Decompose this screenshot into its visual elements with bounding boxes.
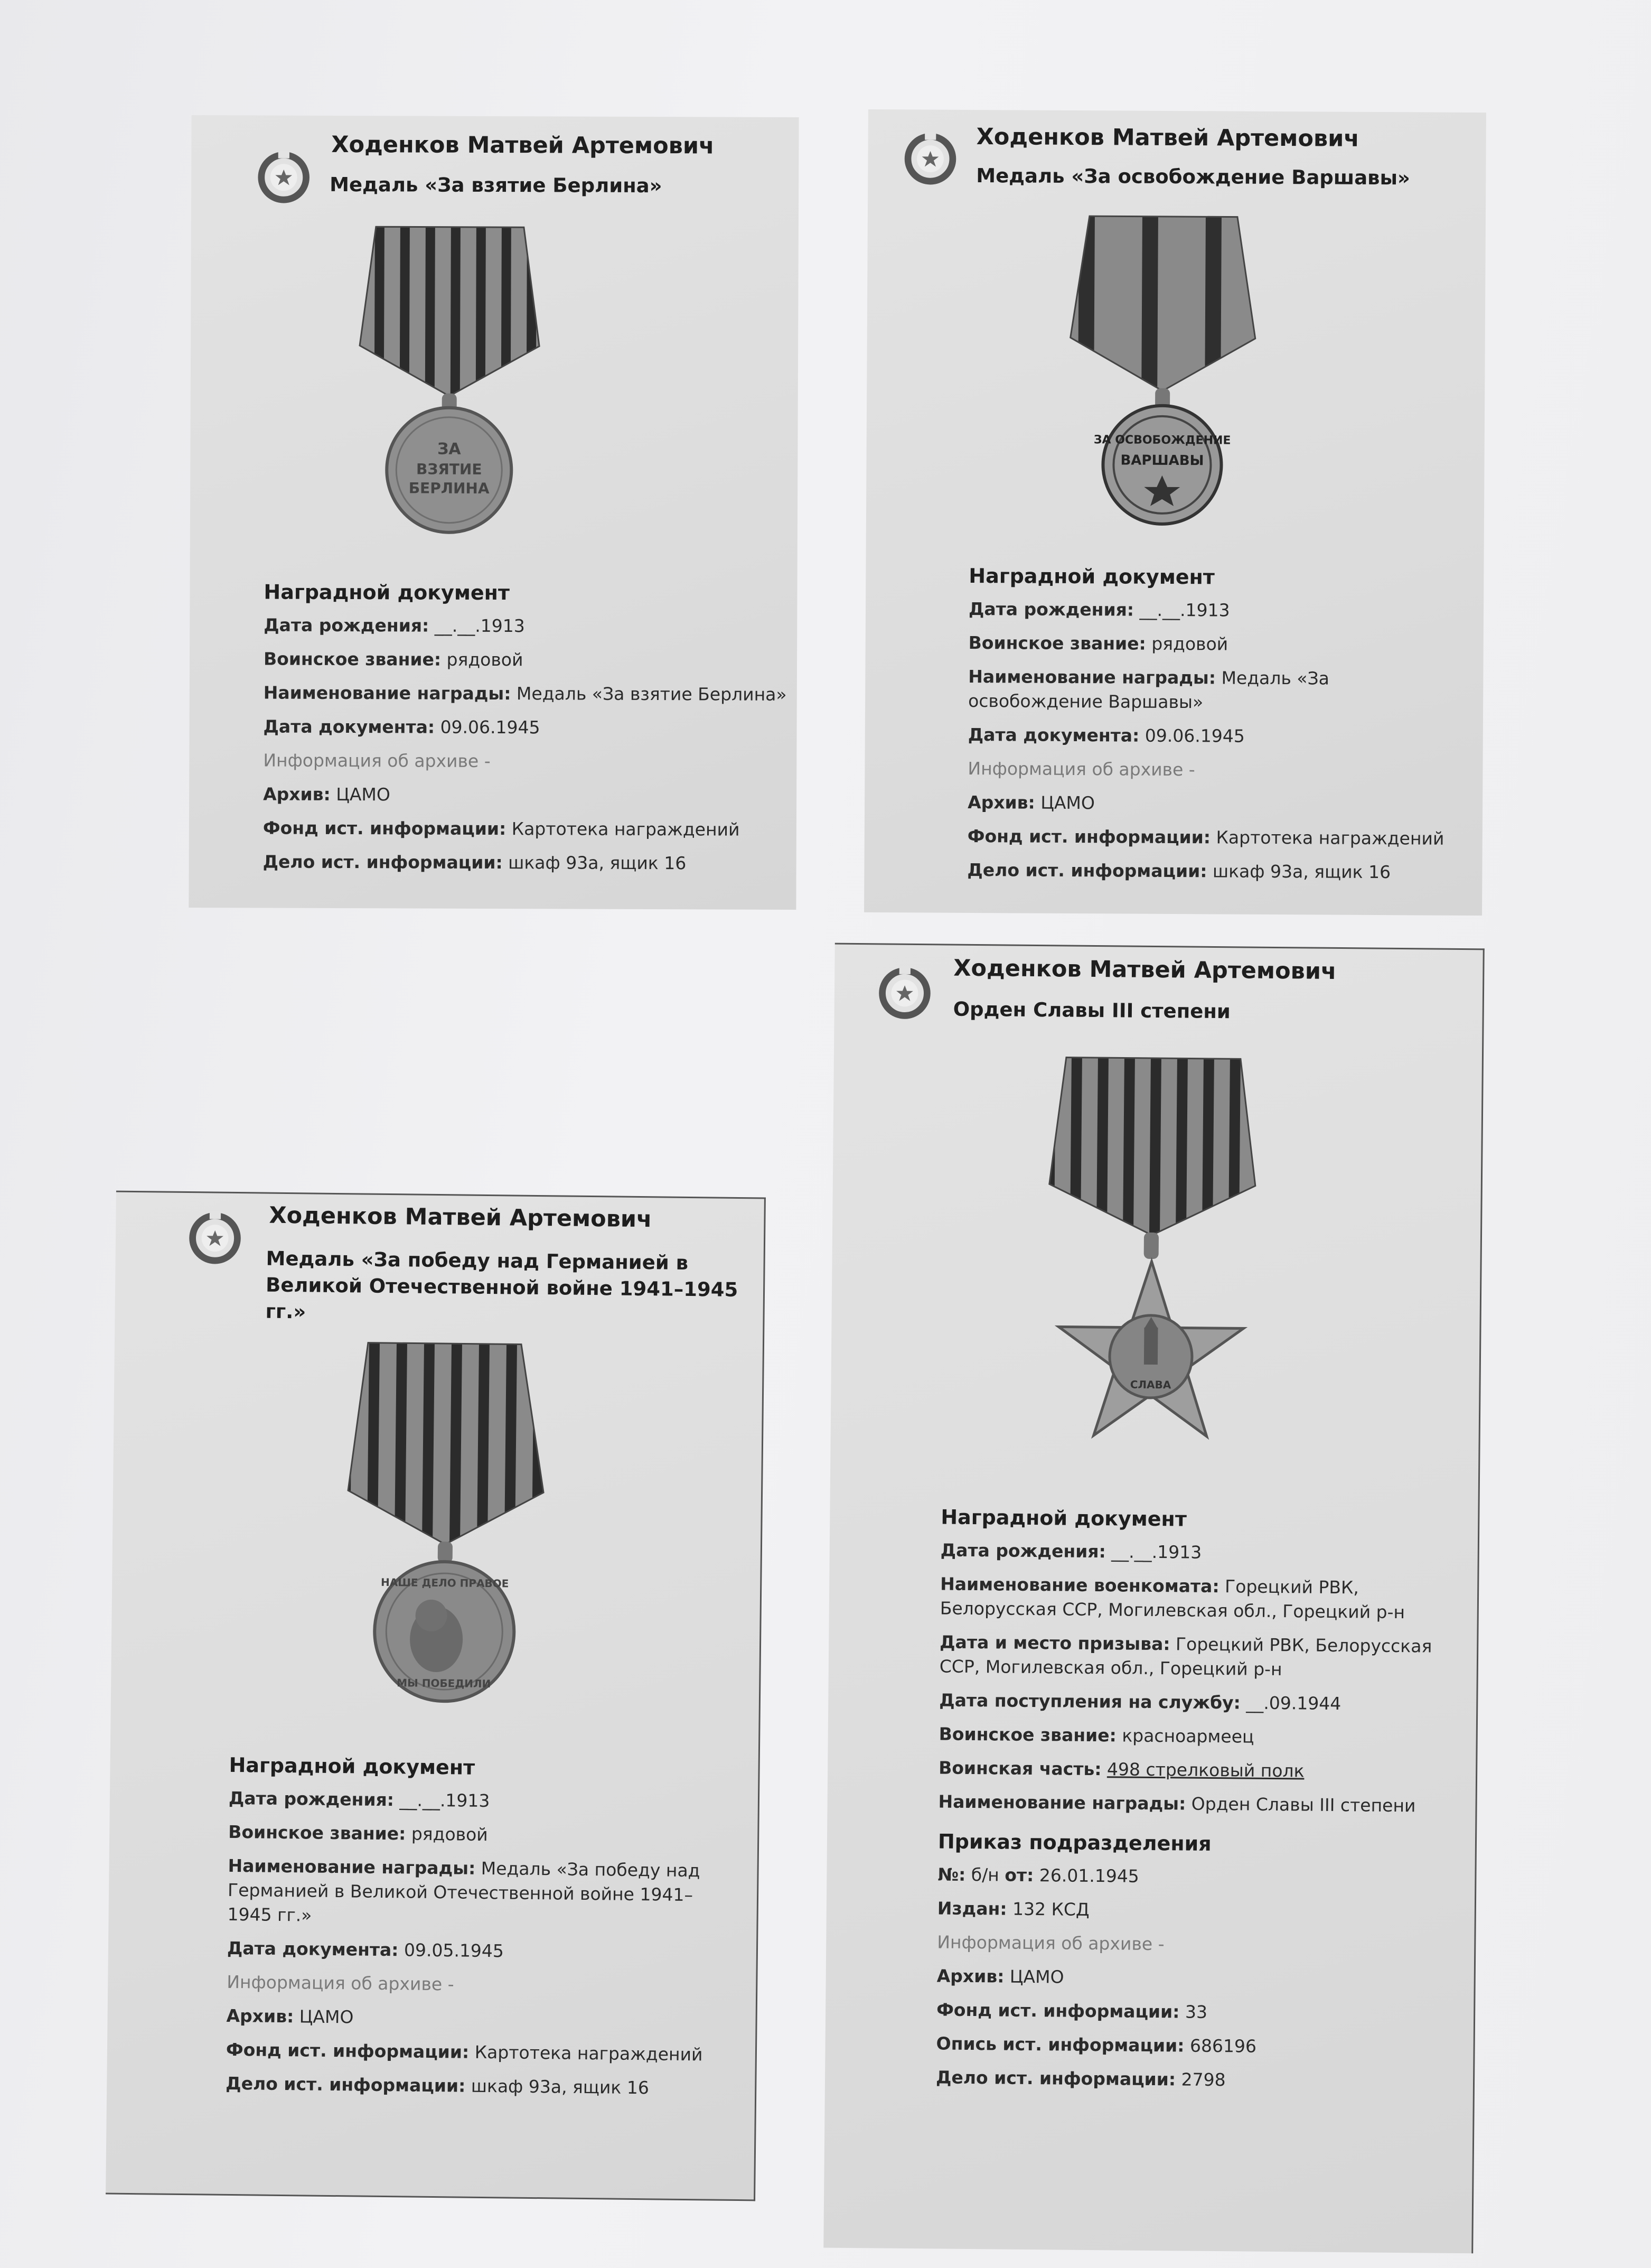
medal-text-1: ЗА [437, 440, 461, 459]
field-label: Фонд ист. информации: [226, 2039, 470, 2062]
award-title: Медаль «За взятие Берлина» [330, 173, 662, 198]
doc-heading: Наградной документ [941, 1505, 1187, 1531]
field-label: Дата документа: [968, 724, 1140, 746]
field-value: Медаль «За освобождение Варшавы» [968, 667, 1330, 713]
award-title: Орден Славы III степени [953, 997, 1231, 1023]
medal-victory-image [338, 1337, 553, 1709]
field-label: Дата рождения: [968, 598, 1134, 620]
archive-info-label: Информация об архиве - [263, 750, 491, 771]
archive-info-label: Информация об архиве - [937, 1931, 1165, 1955]
field-value: __.__.1913 [1133, 599, 1230, 621]
field-label: Архив: [968, 791, 1035, 813]
field-value: 09.06.1945 [435, 716, 540, 738]
field-label: №: [937, 1864, 966, 1885]
medal-text-2: МЫ ПОБЕДИЛИ [397, 1676, 491, 1691]
memory-logo-icon [877, 964, 933, 1020]
field-label: Дело ист. информации: [226, 2073, 466, 2096]
field-value: Картотека награждений [1210, 827, 1444, 849]
field-value: Горецкий РВК, Белорусская ССР, Могилевская обл., Горецкий р-н [940, 1576, 1405, 1623]
award-card-warsaw [864, 109, 1486, 916]
field-label: Дата рождения: [228, 1787, 395, 1810]
medal-warsaw-image [1056, 211, 1269, 529]
field-label: Архив: [936, 1965, 1005, 1987]
field-value: Медаль «За взятие Берлина» [511, 683, 787, 705]
field-label: Воинское звание: [968, 632, 1146, 654]
field-label: от: [1005, 1864, 1034, 1886]
field-label: Наименование награды: [228, 1855, 476, 1879]
field-label: Воинское звание: [939, 1723, 1117, 1746]
military-unit-link[interactable]: 498 стрелковый полк [1106, 1759, 1305, 1781]
field-label: Опись ист. информации: [936, 2033, 1185, 2056]
field-label: Издан: [937, 1898, 1007, 1919]
award-document [263, 580, 792, 885]
field-label: Фонд ист. информации: [936, 1999, 1180, 2022]
field-value: __.__.1913 [429, 615, 525, 637]
award-card-glory [823, 943, 1485, 2254]
field-value: ЦАМО [294, 2006, 354, 2028]
field-label: Дата документа: [227, 1937, 399, 1961]
field-label: Воинское звание: [228, 1821, 406, 1844]
field-value: 132 КСД [1007, 1898, 1090, 1920]
field-label: Дело ист. информации: [935, 2067, 1176, 2090]
field-value: ЦАМО [1004, 1966, 1064, 1987]
field-value: ЦАМО [1035, 792, 1095, 814]
field-value: __.__.1913 [1105, 1541, 1202, 1563]
field-value: б/н [965, 1864, 1005, 1886]
field-label: Архив: [263, 783, 331, 805]
award-card-victory [106, 1191, 766, 2201]
field-value: __.09.1944 [1240, 1692, 1342, 1714]
order-glory-image [1042, 1052, 1267, 1477]
doc-heading: Наградной документ [969, 564, 1215, 589]
order-heading: Приказ подразделения [937, 1830, 1212, 1855]
field-value: Медаль «За победу над Германией в Великой Отечественной войне 1941–1945 гг.» [227, 1858, 700, 1926]
field-value: рядовой [1146, 633, 1228, 655]
field-value: __.__.1913 [393, 1789, 490, 1812]
field-label: Дата и место призыва: [940, 1631, 1170, 1655]
field-label: Дело ист. информации: [262, 851, 503, 873]
field-value: красноармеец [1116, 1725, 1254, 1747]
field-value: шкаф 93а, ящик 16 [465, 2075, 650, 2098]
field-value: шкаф 93а, ящик 16 [1207, 861, 1391, 883]
medal-text-2: ВЗЯТИЕ [416, 460, 482, 478]
field-label: Дело ист. информации: [967, 859, 1207, 882]
field-value: 686196 [1184, 2035, 1257, 2057]
field-value: рядовой [406, 1823, 488, 1845]
doc-heading: Наградной документ [264, 580, 510, 605]
award-card-berlin [189, 115, 799, 910]
field-label: Воинское звание: [263, 648, 442, 670]
person-name: Ходенков Матвей Артемович [953, 955, 1337, 985]
person-name: Ходенков Матвей Артемович [269, 1202, 652, 1233]
field-label: Дата поступления на службу: [939, 1690, 1241, 1713]
field-value: 2798 [1175, 2069, 1226, 2090]
person-name: Ходенков Матвей Артемович [331, 131, 715, 160]
medal-berlin-image [349, 221, 550, 539]
medal-text-2: ВАРШАВЫ [1120, 452, 1204, 469]
field-value: 33 [1179, 2001, 1208, 2022]
medal-text-1: НАШЕ ДЕЛО ПРАВОЕ [380, 1575, 509, 1590]
doc-heading: Наградной документ [229, 1753, 475, 1779]
field-label: Воинская часть: [939, 1757, 1102, 1780]
archive-info-label: Информация об архиве - [227, 1971, 454, 1995]
field-label: Дата документа: [263, 716, 435, 738]
field-value: рядовой [441, 649, 523, 670]
field-value: ЦАМО [330, 783, 391, 805]
field-label: Наименование военкомата: [940, 1573, 1220, 1597]
field-value: 26.01.1945 [1034, 1865, 1139, 1887]
award-title: Медаль «За освобождение Варшавы» [976, 164, 1411, 190]
field-label: Наименование награды: [263, 682, 511, 704]
order-text: СЛАВА [1130, 1378, 1171, 1392]
medal-text-3: БЕРЛИНА [408, 479, 490, 497]
memory-logo-icon [187, 1209, 243, 1265]
field-value: Орден Славы III степени [1186, 1793, 1416, 1816]
field-value: 09.05.1945 [398, 1939, 504, 1962]
person-name: Ходенков Матвей Артемович [976, 124, 1359, 152]
field-value: 09.06.1945 [1139, 725, 1245, 746]
medal-text-1: ЗА ОСВОБОЖДЕНИЕ [1093, 433, 1231, 447]
field-value: Картотека награждений [469, 2041, 703, 2065]
award-title: Медаль «За победу над Германией в Великой Отечественной войне 1941–1945 гг.» [265, 1247, 738, 1323]
field-label: Дата рождения: [940, 1539, 1106, 1562]
field-label: Архив: [226, 2005, 294, 2027]
award-document [936, 1505, 1469, 2104]
archive-info-label: Информация об архиве - [968, 758, 1195, 780]
award-document [967, 564, 1465, 894]
memory-logo-icon [256, 148, 312, 204]
field-value: Картотека награждений [506, 818, 740, 840]
field-label: Фонд ист. информации: [967, 825, 1211, 848]
memory-logo-icon [902, 129, 959, 186]
field-label: Наименование награды: [938, 1791, 1186, 1814]
field-label: Наименование награды: [968, 666, 1216, 688]
field-value: шкаф 93а, ящик 16 [502, 852, 687, 874]
award-document [226, 1753, 736, 2111]
field-label: Фонд ист. информации: [262, 817, 506, 839]
field-label: Дата рождения: [264, 614, 429, 636]
field-value: Горецкий РВК, Белорусская ССР, Могилевская обл., Горецкий р-н [939, 1634, 1432, 1680]
